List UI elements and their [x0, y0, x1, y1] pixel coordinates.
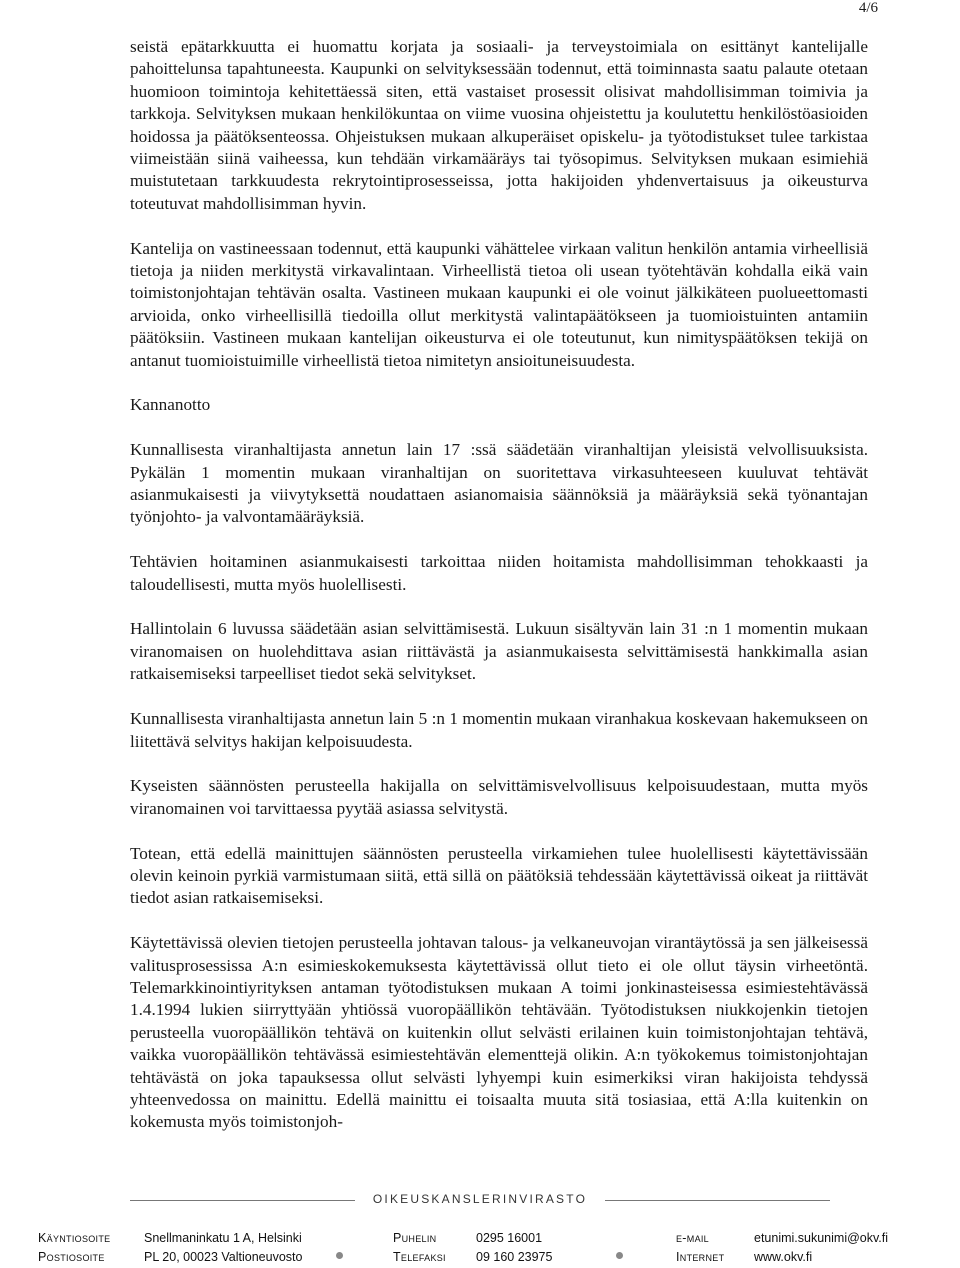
phone-number: 0295 16001 — [476, 1231, 543, 1245]
email-address[interactable]: etunimi.sukunimi@okv.fi — [754, 1231, 889, 1245]
section-heading: Kannanotto — [130, 395, 211, 415]
page-number: 4/6 — [858, 0, 878, 16]
paragraph: Kunnallisesta viranhaltijasta annetun lain 5 :n 1 momentin mukaan viranhakua koskevaan hakemukseen on liitettävä selvitys hakijan kelpoisuudesta. — [130, 709, 868, 751]
footer-logo: OIKEUSKANSLERINVIRASTO — [372, 1192, 588, 1206]
footer-logo-row — [0, 1192, 960, 1208]
paragraph: Käytettävissä olevien tietojen perusteella johtavan talous- ja velkaneuvojan virantäytössä ja sen jälkeisessä valitusprosessissa A:n esimieskokemuksesta käytettävissä ollut tieto ei ole ollut täysin virheetöntä. Telemarkkinointiyrityksen antaman työtodistuksen mukaan A toimi jonkinasteisessa esimiestehtävässä 1.4.1994 lukien siirryttyään yhtiössä vuoropäällikön tehtävään. Työtodistuksen niukkojenkin tietojen perusteella vuoropäällikön tehtävä on kuitenkin ollut selvästi erilainen kuin toimistonjohtajan tehtävä, vaikka vuoropäällikön tehtävässä esimiestehtävän elementtejä olikin. A:n työkokemus toimistonjohtajan tehtävästä on joka tapauksessa ollut selvästi lyhyempi kuin esimerkiksi viran hakijoista tehdyssä yhteenvedossa on mainittu. Edellä mainittu ei toisaalta muuta sitä tosiasiaa, että A:lla kuitenkin on kokemusta myös toimistonjoh- — [130, 933, 868, 1132]
footer-row — [0, 1231, 960, 1249]
phone-label: Puhelin — [393, 1231, 437, 1245]
postal-address-label: Postiosoite — [38, 1250, 105, 1264]
paragraph: Kantelija on vastineessaan todennut, että kaupunki vähättelee virkaan valitun henkilön antamia virheellisiä tietoja ja niiden merkitystä virkavalintaan. Virheellistä tietoa oli usean työtehtävän kohdalla eikä vain toimistonjohtajan tehtävän osalta. Vastineen mukaan kaupunki ei ole voinut jälkikäteen puolueettomasti arvioida, onko virheellisillä tiedoilla ollut merkitystä valintapäätökseen ja tuomioistuinten antamiin päätöksiin. Vastineen mukaan kantelijan oikeusturva ei ole toteutunut, kun nimityspäätöksen tekijä on antanut tuomioistuimille virheellistä tietoa nimitetyn ansioituneisuudesta. — [130, 238, 868, 370]
paragraph: Tehtävien hoitaminen asianmukaisesti tarkoittaa niiden hoitamista mahdollisimman tehokkaasti ja taloudellisesti, mutta myös huolellisesti. — [130, 552, 868, 594]
paragraph: Kunnallisesta viranhaltijasta annetun lain 17 :ssä säädetään viranhaltijan yleisistä velvollisuuksista. Pykälän 1 momentin mukaan viranhaltijan on suoritettava virkasuhteeseen kuuluvat tehtävät asianmukaisesti ja viivytyksettä noudattaen asianomaisia säännöksiä ja määräyksiä sekä työnantajan työnjohto- ja valvontamääräyksiä. — [130, 440, 868, 527]
postal-address: PL 20, 00023 Valtioneuvosto — [144, 1250, 303, 1264]
paragraph: Hallintolain 6 luvussa säädetään asian selvittämisestä. Lukuun sisältyvän lain 31 :n 1 momentin mukaan viranomaisen on huolehdittava asian riittävästä ja asianmukaisesta selvittämisestä hankkimalla asian ratkaisemiseksi tarpeelliset tiedot sekä selvitykset. — [130, 619, 868, 684]
separator-dot-icon — [616, 1252, 623, 1259]
document-body — [130, 36, 868, 1134]
separator-dot-icon — [336, 1252, 343, 1259]
website-link[interactable]: www.okv.fi — [754, 1250, 813, 1264]
fax-number: 09 160 23975 — [476, 1250, 553, 1264]
paragraph: Kyseisten säännösten perusteella hakijalla on selvittämisvelvollisuus kelpoisuudestaan, mutta myös viranomainen voi tarvittaessa pyytää asiassa selvitystä. — [130, 776, 868, 818]
fax-label: Telefaksi — [393, 1250, 446, 1264]
footer-row — [0, 1250, 960, 1268]
paragraph: Totean, että edellä mainittujen säännösten perusteella virkamiehen tulee huolellisesti käytettävissään olevin keinoin pyrkiä varmistumaan siitä, että sillä on päätöksiä tehdessään käytettävissä oikeat ja riittävät tiedot asian ratkaisemiseksi. — [130, 843, 868, 908]
paragraph: seistä epätarkkuutta ei huomattu korjata ja sosiaali- ja terveystoimiala on esittänyt kantelijalle pahoittelunsa tapahtuneesta. Kaupunki on selvityksessään todennut, että toiminnasta saatu palaute otetaan huomioon toimintoja kehitettäessä siten, että vastaiset prosessit olisivat mahdollisimman toimivia ja tarkkoja. Selvityksen mukaan henkilökuntaa on viime vuosina ohjeistettu ja koulutettu henkilöstöasioiden hoidossa ja päätöksenteossa. Ohjeistuksen mukaan alkuperäiset opiskelu- ja työtodistukset tulee tarkistaa viimeistään siinä vaiheessa, kun tehdään virkamääräys tai työsopimus. Selvityksen mukaan esimiehiä muistutetaan tarkkuudesta rekrytointiprosesseissa, jotta hakijoiden yhdenvertaisuus ja oikeusturva toteutuvat mahdollisimman hyvin. — [130, 37, 868, 213]
internet-label: Internet — [676, 1250, 725, 1264]
footer-divider — [130, 1200, 355, 1201]
visiting-address: Snellmaninkatu 1 A, Helsinki — [144, 1231, 302, 1245]
visiting-address-label: Käyntiosoite — [38, 1231, 111, 1245]
footer-divider — [605, 1200, 830, 1201]
email-label: e-mail — [676, 1231, 709, 1245]
